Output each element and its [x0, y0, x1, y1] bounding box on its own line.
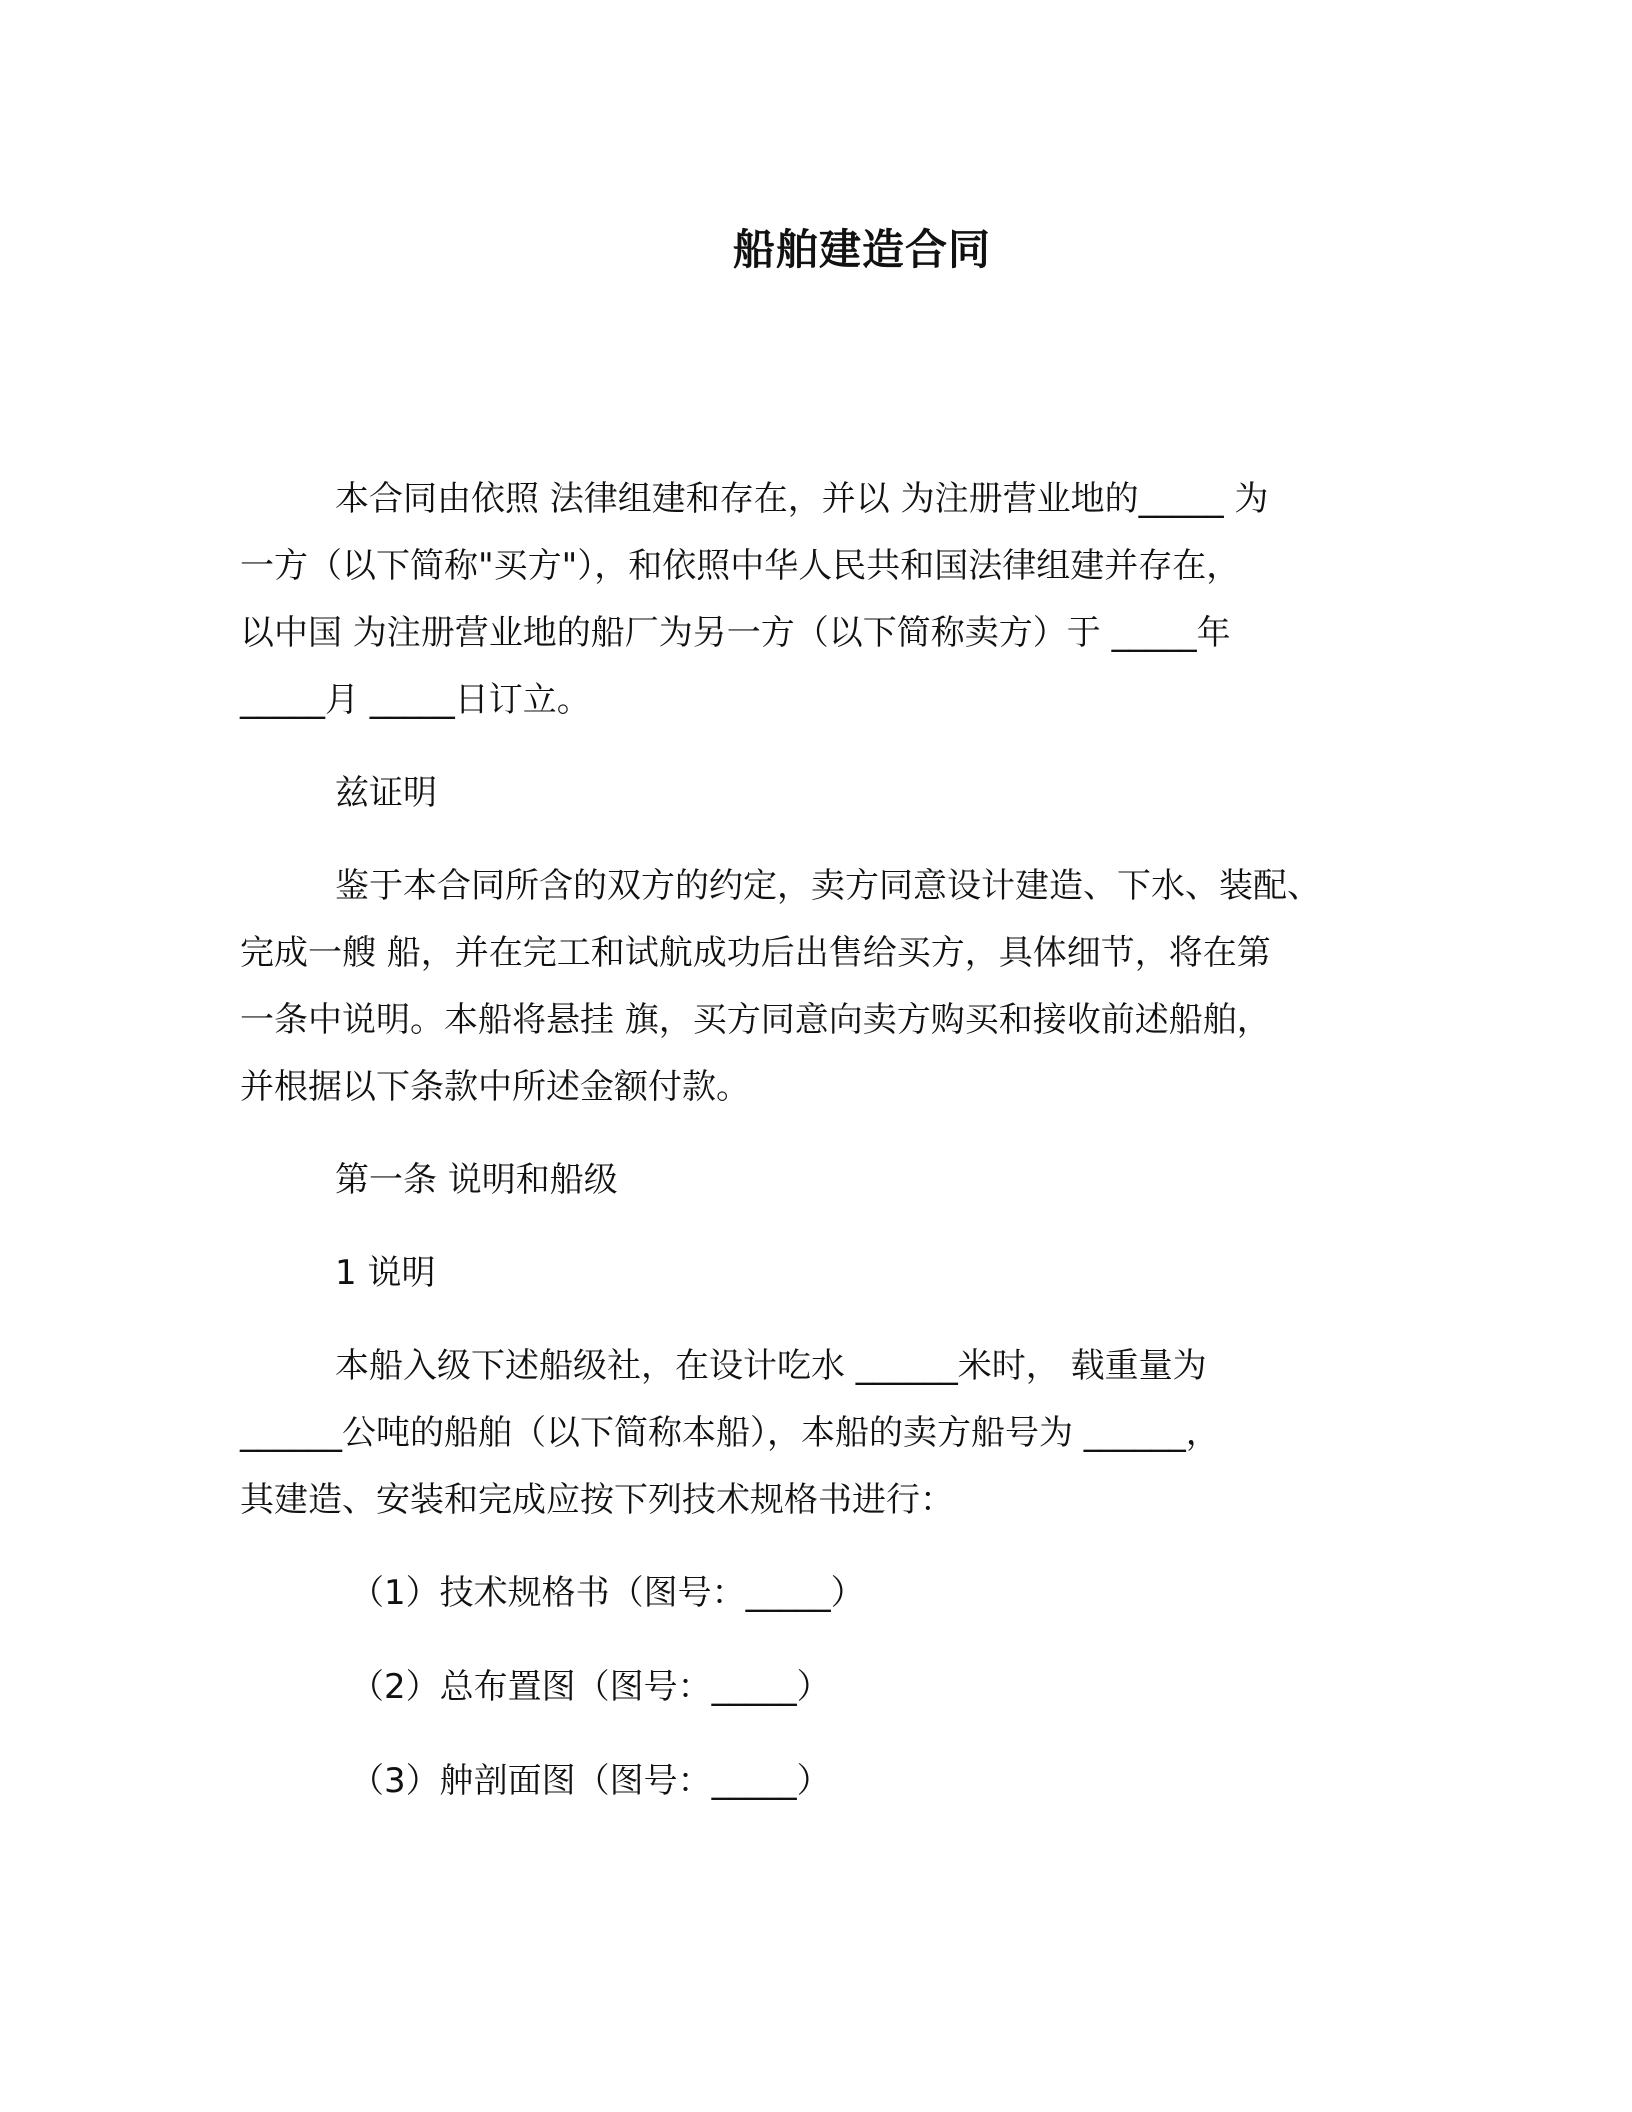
section-heading: [240, 1240, 1410, 1307]
article-heading: [240, 1147, 1410, 1214]
text-line: 兹证明: [335, 773, 437, 813]
text-line: 鉴于本合同所含的双方的约定，卖方同意设计建造、下水、装配、: [335, 866, 1321, 906]
text-line: 一方（以下简称"买方"），和依照中华人民共和国法律组建并存在，: [240, 546, 1241, 586]
paragraph-description: [240, 1333, 1410, 1534]
text-line: 1 说明: [335, 1253, 436, 1293]
paragraph-preamble: [240, 466, 1410, 734]
text-line: 完成一艘 船，并在完工和试航成功后出售给买方，具体细节，将在第: [240, 933, 1271, 973]
text-line: 其建造、安装和完成应按下列技术规格书进行：: [240, 1480, 954, 1520]
text-line: 第一条 说明和船级: [335, 1160, 618, 1200]
list-item: （3）舯剖面图（图号：_____）: [350, 1761, 831, 1801]
list-item: （2）总布置图（图号：_____）: [350, 1667, 831, 1707]
paragraph-witnesseth: [240, 760, 1410, 827]
document-body: [240, 466, 1410, 1842]
text-line: 本合同由依照 法律组建和存在，并以 为注册营业地的_____ 为: [335, 479, 1269, 519]
text-line: 并根据以下条款中所述金额付款。: [240, 1067, 750, 1107]
text-line: 以中国 为注册营业地的船厂为另一方（以下简称卖方）于 _____年: [240, 613, 1231, 653]
paragraph-recital: [240, 853, 1410, 1121]
list-item: （1）技术规格书（图号：_____）: [350, 1573, 865, 1613]
text-line: _____月 _____日订立。: [240, 680, 591, 720]
text-line: 本船入级下述船级社，在设计吃水 ______米时， 载重量为: [335, 1346, 1207, 1386]
text-line: ______公吨的船舶（以下简称本船），本船的卖方船号为 ______，: [240, 1413, 1220, 1453]
text-line: 一条中说明。本船将悬挂 旗，买方同意向卖方购买和接收前述船舶，: [240, 1000, 1271, 1040]
document-title: 船舶建造合同: [732, 225, 991, 274]
